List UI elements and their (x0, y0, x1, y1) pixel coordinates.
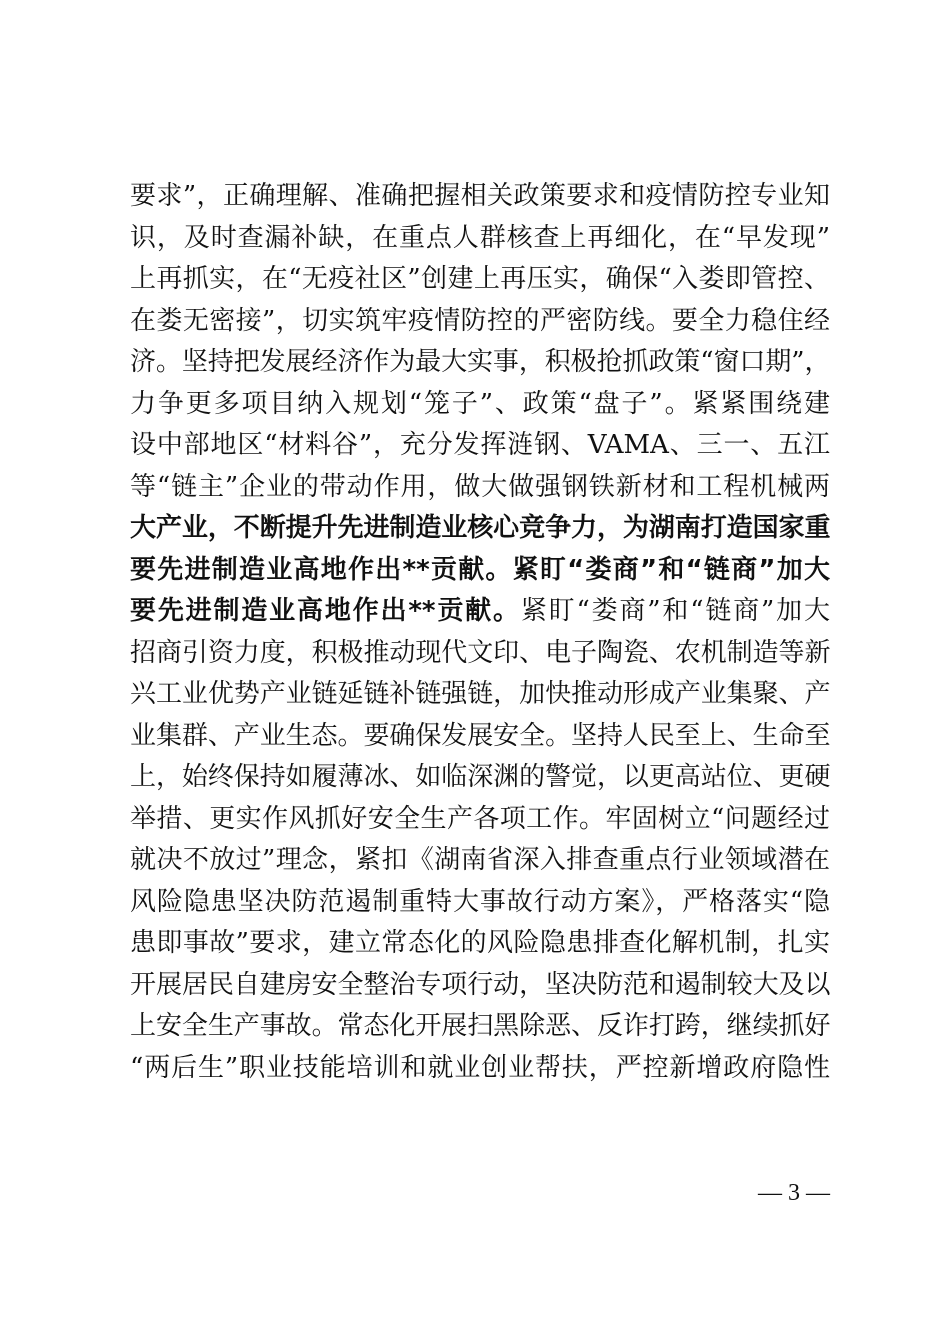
body-text-line: 设中部地区“材料谷”，充分发挥涟钢、VAMA、三一、五江 (130, 430, 830, 460)
body-text-line: 上安全生产事故。常态化开展扫黑除恶、反诈打跨，继续抓好 (130, 1011, 830, 1041)
body-text-line-bold: 要先进制造业高地作出**贡献。紧盯“娄商”和“链商”加大 (130, 555, 830, 585)
body-text-line: 业集群、产业生态。要确保发展安全。坚持人民至上、生命至 (130, 721, 830, 751)
regular-text-segment: 紧盯“娄商”和“链商”加大 (520, 596, 830, 626)
body-text-line: 要求”，正确理解、准确把握相关政策要求和疫情防控专业知 (130, 181, 830, 211)
body-text-line: 患即事故”要求，建立常态化的风险隐患排查化解机制，扎实 (130, 928, 830, 958)
bold-text-segment: 要先进制造业高地作出**贡献。 (130, 596, 521, 626)
body-text-line: 开展居民自建房安全整治专项行动，坚决防范和遏制较大及以 (130, 970, 830, 1000)
body-text-line: 上再抓实，在“无疫社区”创建上再压实，确保“入娄即管控、 (130, 264, 830, 294)
body-text-line-mixed (130, 591, 830, 631)
body-text-line: 等“链主”企业的带动作用，做大做强钢铁新材和工程机械两 (130, 472, 830, 502)
body-text-line: 力争更多项目纳入规划“笼子”、政策“盘子”。紧紧围绕建 (130, 389, 830, 419)
body-text-line: 招商引资力度，积极推动现代文印、电子陶瓷、农机制造等新 (130, 638, 830, 668)
page-number: — 3 — (758, 1180, 830, 1206)
body-text-line: 在娄无密接”，切实筑牢疫情防控的严密防线。要全力稳住经 (130, 306, 830, 336)
body-text-line: 识，及时查漏补缺，在重点人群核查上再细化，在“早发现” (130, 223, 830, 253)
body-text-line: 上，始终保持如履薄冰、如临深渊的警觉，以更高站位、更硬 (130, 762, 830, 792)
body-text-line: 举措、更实作风抓好安全生产各项工作。牢固树立“问题经过 (130, 804, 830, 834)
body-text-line: 就决不放过”理念，紧扣《湖南省深入排查重点行业领域潜在 (130, 845, 830, 875)
body-text-line: “两后生”职业技能培训和就业创业帮扶，严控新增政府隐性 (130, 1053, 830, 1083)
body-text-line: 济。坚持把发展经济作为最大实事，积极抢抓政策“窗口期”， (130, 347, 830, 377)
body-text-line: 兴工业优势产业链延链补链强链，加快推动形成产业集聚、产 (130, 679, 830, 709)
body-text-line: 风险隐患坚决防范遏制重特大事故行动方案》，严格落实“隐 (130, 887, 830, 917)
body-text-line-bold: 大产业，不断提升先进制造业核心竞争力，为湖南打造国家重 (130, 513, 830, 543)
